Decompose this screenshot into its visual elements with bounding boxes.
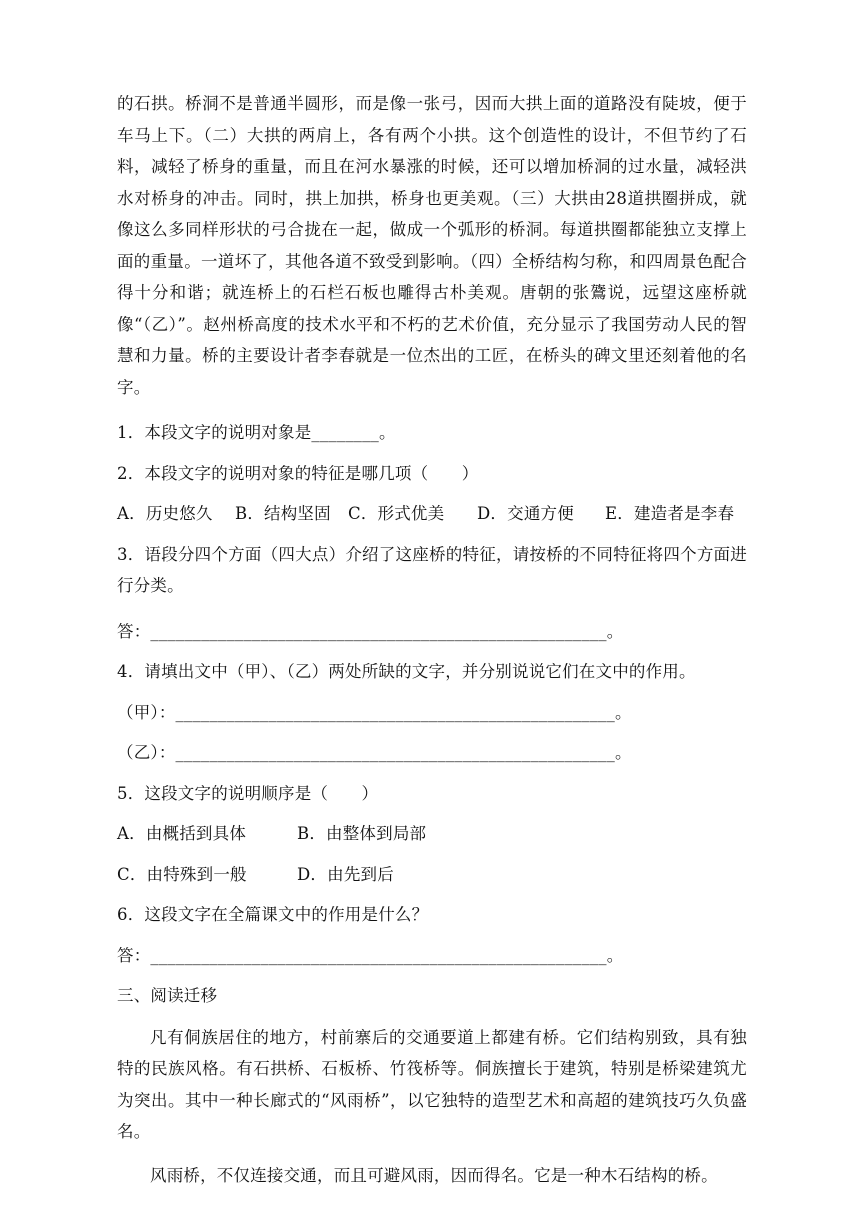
reading-paragraph-2: 风雨桥，不仅连接交通，而且可避风雨，因而得名。它是一种木石结构的桥。	[150, 1165, 718, 1185]
q5-option-d: D．由先到后	[297, 864, 394, 884]
q2-option-b: B．结构坚固	[235, 504, 331, 523]
q2-option-c: C．形式优美	[348, 504, 445, 523]
question-6: 6．这段文字在全篇课文中的作用是什么？	[117, 905, 429, 924]
question-4-yi-line: （乙）：____________________________________________________。	[117, 743, 632, 762]
question-5-options-row-2	[117, 859, 747, 891]
question-4: 4．请填出文中（甲）、（乙）两处所缺的文字，并分别说说它们在文中的作用。	[117, 662, 696, 681]
q5-option-c: C．由特殊到一般	[117, 864, 247, 884]
question-3: 3．语段分四个方面（四大点）介绍了这座桥的特征，请按桥的不同特征将四个方面进行分类。	[117, 544, 747, 595]
question-5-options-row-1	[117, 818, 747, 850]
passage-paragraph: 的石拱。桥洞不是普通半圆形，而是像一张弓，因而大拱上面的道路没有陡坡，便于车马上下。（二）大拱的两肩上，各有两个小拱。这个创造性的设计，不但节约了石料，减轻了桥身的重量，而且在河水暴涨的时候，还可以增加桥洞的过水量，减轻洪水对桥身的冲击。同时，拱上加拱，桥身也更美观。（三）大拱由28道拱圈拼成，就像这么多同样形状的弓合拢在一起，做成一个弧形的桥洞。每道拱圈都能独立支撑上面的重量。一道坏了，其他各道不致受到影响。（四）全桥结构匀称，和四周景色配合得十分和谐；就连桥上的石栏石板也雕得古朴美观。唐朝的张鷟说，远望这座桥就像“（乙）”。赵州桥高度的技术水平和不朽的艺术价值，充分显示了我国劳动人民的智慧和力量。桥的主要设计者李春就是一位杰出的工匠，在桥头的碑文里还刻着他的名字。	[117, 94, 747, 397]
question-4-jia-line: （甲）：____________________________________________________。	[117, 702, 632, 722]
section-3-heading: 三、阅读迁移	[117, 986, 218, 1005]
question-3-answer-line: 答：______________________________________________________。	[117, 621, 624, 641]
reading-paragraph-1: 凡有侗族居住的地方，村前寨后的交通要道上都建有桥。它们结构别致，具有独特的民族风格。有石拱桥、石板桥、竹筏桥等。侗族擅长于建筑，特别是桥梁建筑尤为突出。其中一种长廊式的“风雨桥”，以它独特的造型艺术和高超的建筑技巧久负盛名。	[117, 1027, 747, 1141]
question-2-options	[117, 498, 747, 530]
q2-option-a: A．历史悠久	[117, 504, 213, 523]
q5-option-a: A．由概括到具体	[117, 824, 247, 843]
q5-option-b: B．由整体到局部	[297, 824, 427, 843]
q2-option-d: D．交通方便	[477, 504, 574, 523]
document-content	[117, 88, 747, 1191]
question-5: 5．这段文字的说明顺序是（ ）	[117, 783, 379, 803]
question-2: 2．本段文字的说明对象的特征是哪几项（ ）	[117, 463, 479, 483]
question-6-answer-line: 答：______________________________________________________。	[117, 945, 624, 965]
q2-option-e: E．建造者是李春	[605, 504, 735, 523]
question-1: 1．本段文字的说明对象是________。	[117, 423, 396, 442]
